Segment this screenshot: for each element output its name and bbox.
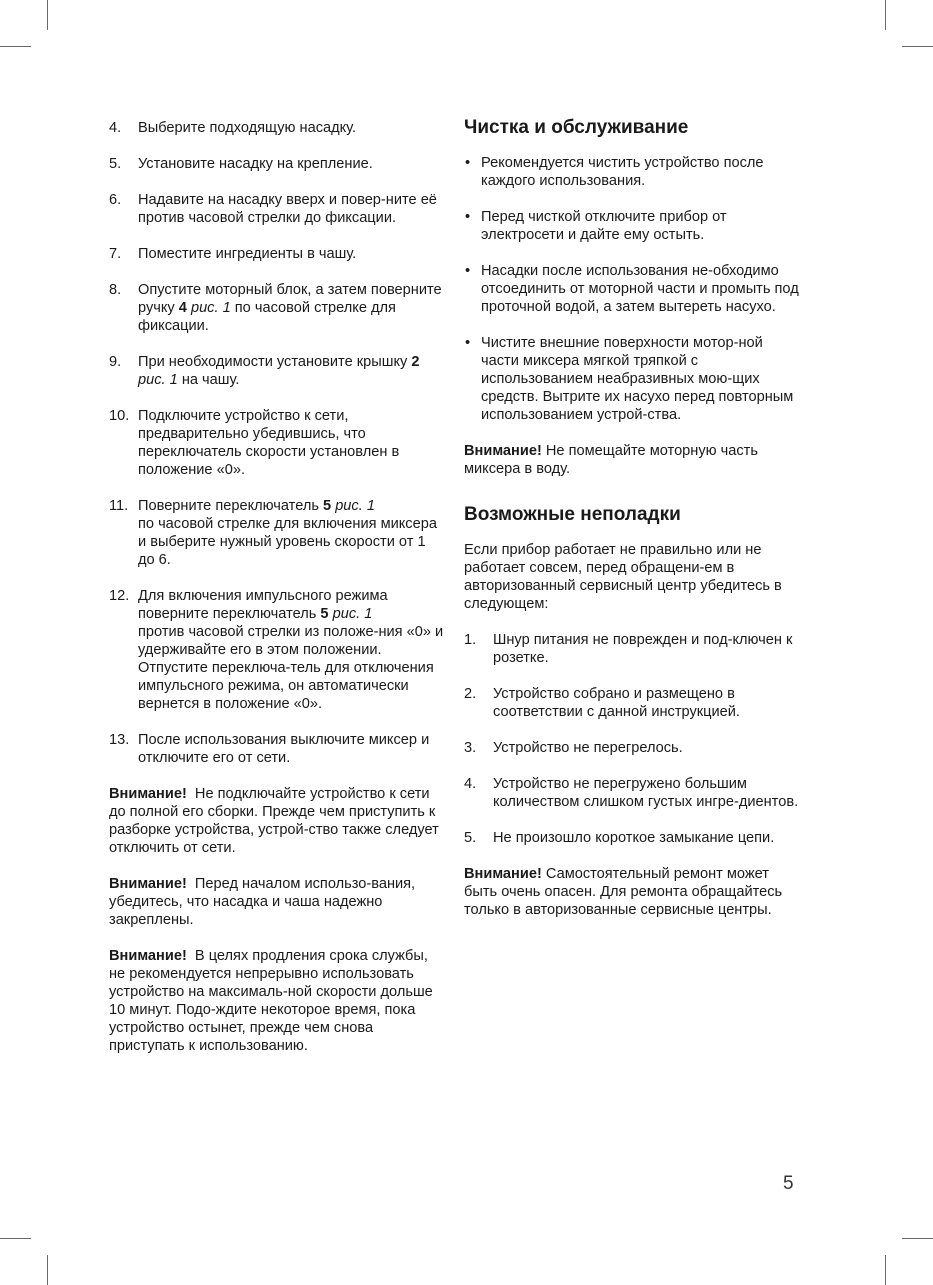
list-item: 9. При необходимости установите крышку 2 рис. 1 на чашу. <box>109 354 420 388</box>
bullet-icon: • <box>465 209 471 225</box>
warning-note: Внимание! Перед началом использо-вания, убедитесь, что насадка и чаша надежно закреплены. <box>109 876 416 928</box>
left-column <box>109 119 444 1073</box>
warning-note: Внимание! В целях продления срока службы, не рекомендуется непрерывно использовать устройство на максималь-ной скорости дольше 10 минут. Подо-ждите некоторое время, пока устройство остынет, прежде чем снова приступать к использованию. <box>109 948 433 1054</box>
warning-note: Внимание! Не помещайте моторную часть миксера в воду. <box>464 443 758 477</box>
list-item: • Насадки после использования не-обходимо отсоединить от моторной части и промыть под проточной водой, а затем вытереть насухо. <box>465 263 799 315</box>
warning-note: Внимание! Не подключайте устройство к сети до полной его сборки. Прежде чем приступить к разборке устройства, устрой-ство также следует отключить от сети. <box>109 786 439 856</box>
bullet-icon: • <box>465 155 471 171</box>
crop-mark <box>0 1238 31 1239</box>
warning-note: Внимание! Самостоятельный ремонт может быть очень опасен. Для ремонта обращайтесь только в авторизованные сервисные центры. <box>464 866 783 918</box>
troubleshooting-intro: Если прибор работает не правильно или не работает совсем, перед обращени-ем в авторизованный сервисный центр убедитесь в следующем: <box>464 542 782 612</box>
bullet-icon: • <box>465 263 471 279</box>
list-item: 4. Выберите подходящую насадку. <box>109 120 357 136</box>
crop-mark <box>885 1255 886 1285</box>
list-item: 7. Поместите ингредиенты в чашу. <box>109 246 357 262</box>
list-item: 5. Установите насадку на крепление. <box>109 156 373 172</box>
crop-mark <box>902 1238 933 1239</box>
list-item: 6. Надавите на насадку вверх и повер-ните её против часовой стрелки до фиксации. <box>109 192 437 226</box>
right-column <box>464 119 804 937</box>
list-item: 3. Устройство не перегрелось. <box>464 740 683 756</box>
bullet-icon: • <box>465 335 471 351</box>
list-item: • Чистите внешние поверхности мотор-ной части миксера мягкой тряпкой с использованием неабразивных мою-щих средств. Вытрите их насухо перед повторным использованием устрой-ства. <box>465 335 794 423</box>
troubleshooting-list <box>464 631 804 847</box>
page-number: 5 <box>783 1173 794 1194</box>
list-item: 5. Не произошло короткое замыкание цепи. <box>464 830 775 846</box>
list-item: 10. Подключите устройство к сети, предварительно убедившись, что переключатель скорости установлен в положение «0». <box>109 408 400 478</box>
assembly-steps <box>109 119 444 767</box>
list-item: 11. Поверните переключатель 5 рис. 1 по часовой стрелке для включения миксера и выберите нужный уровень скорости от 1 до 6. <box>109 498 437 568</box>
list-item: 8. Опустите моторный блок, а затем поверните ручку 4 рис. 1 по часовой стрелке для фиксации. <box>109 282 442 334</box>
troubleshooting-heading: Возможные неполадки <box>464 504 681 525</box>
crop-mark <box>0 46 31 47</box>
cleaning-heading: Чистка и обслуживание <box>464 117 689 138</box>
list-item: 4. Устройство не перегружено большим количеством слишком густых ингре-диентов. <box>464 776 799 810</box>
crop-mark <box>885 0 886 30</box>
list-item: 13. После использования выключите миксер и отключите его от сети. <box>109 732 430 766</box>
crop-mark <box>47 0 48 30</box>
list-item: 1. Шнур питания не поврежден и под-ключен к розетке. <box>464 632 793 666</box>
cleaning-list <box>464 154 804 424</box>
crop-mark <box>902 46 933 47</box>
list-item: • Перед чисткой отключите прибор от электросети и дайте ему остыть. <box>465 209 727 243</box>
list-item: 2. Устройство собрано и размещено в соответствии с данной инструкцией. <box>464 686 740 720</box>
list-item: • Рекомендуется чистить устройство после каждого использования. <box>465 155 764 189</box>
crop-mark <box>47 1255 48 1285</box>
list-item: 12. Для включения импульсного режима поверните переключатель 5 рис. 1 против часовой стрелки из положе-ния «0» и удерживайте его в этом положении. Отпустите переключа-тель для отключения импульсного режима, он автоматически вернется в положение «0». <box>109 588 444 712</box>
